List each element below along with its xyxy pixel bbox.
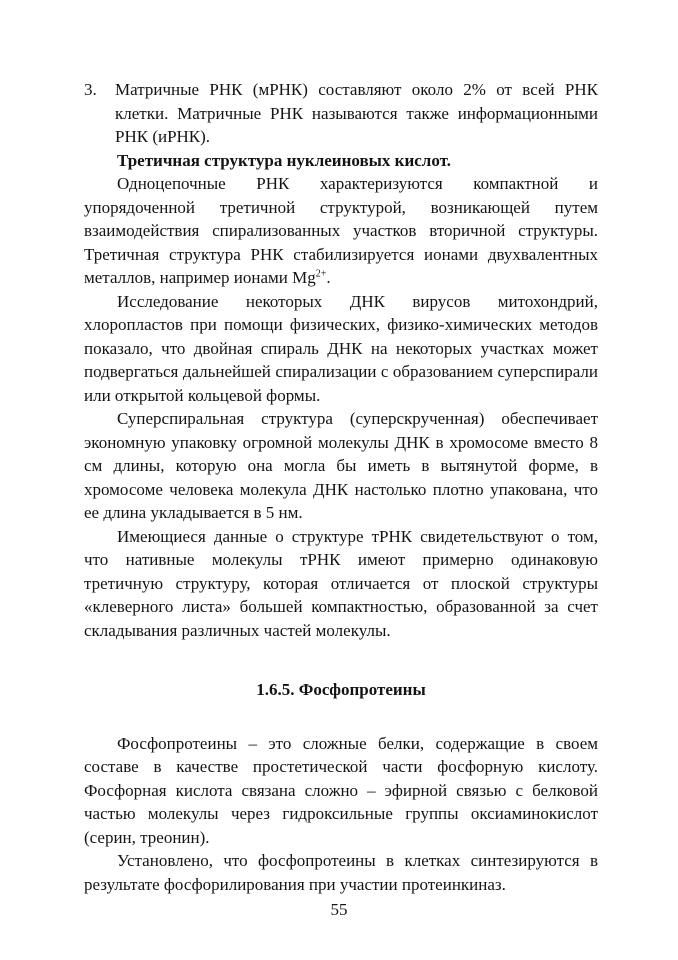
paragraph-supercoiled-structure: Суперспиральная структура (суперскрученная) обеспечивает экономную упаковку огромной молекулы ДНК в хромосоме вместо 8 см длины, которую она могла бы иметь в вытянутой форме, в хромосоме человека молекула ДНК настолько плотно упакована, что ее длина укладывается в 5 нм.: [84, 409, 598, 522]
paragraph-tertiary-rna: [84, 172, 598, 290]
paragraph-phosphoproteins-synthesis: Установлено, что фосфопротеины в клетках синтезируются в результате фосфорилирования при участии протеинкиназ.: [84, 851, 598, 894]
paragraph-phosphoproteins-definition: Фосфопротеины – это сложные белки, содержащие в своем составе в качестве простетической части фосфорную кислоту. Фосфорная кислота связана сложно – эфирной связью с белковой частью молекулы через гидроксильные группы оксиаминокислот (серин, треонин).: [84, 733, 598, 847]
section-title: 1.6.5. Фосфопротеины: [256, 680, 426, 699]
list-item-number: 3.: [84, 80, 97, 99]
page-number: 55: [330, 900, 348, 919]
subsection-heading: Третичная структура нуклеиновых кислот.: [117, 150, 451, 170]
paragraph-trna-structure: Имеющиеся данные о структуре тРНК свидетельствуют о том, что нативные молекулы тРНК имеют примерно одинаковую третичную структуру, которая отличается от плоской структуры «клеверного листа» большей компактностью, образованной за счет складывания различных частей молекулы.: [84, 526, 598, 640]
list-item-3: [84, 78, 598, 149]
paragraph-text: Одноцепочные РНК характеризуются компактной и упорядоченной третичной структурой, возникающей путем взаимодействия спирализованных участков вторичной структуры. Третичная структура РНК стабилизируется ионами двухвалентных металлов, например ионами Mg: [84, 174, 598, 287]
paragraph-tail: .: [326, 268, 331, 287]
list-item-text: Матричные РНК (мРНК) составляют около 2% от всей РНК клетки. Матричные РНК называются также информационными РНК (иРНК).: [115, 80, 598, 146]
paragraph-dna-supercoil-research: Исследование некоторых ДНК вирусов митохондрий, хлоропластов при помощи физических, физико-химических методов показало, что двойная спираль ДНК на некоторых участках может подвергаться дальнейшей спирализации с образованием суперспирали или открытой кольцевой формы.: [84, 291, 598, 405]
page-content: [84, 78, 598, 896]
superscript-charge: 2+: [315, 268, 327, 280]
